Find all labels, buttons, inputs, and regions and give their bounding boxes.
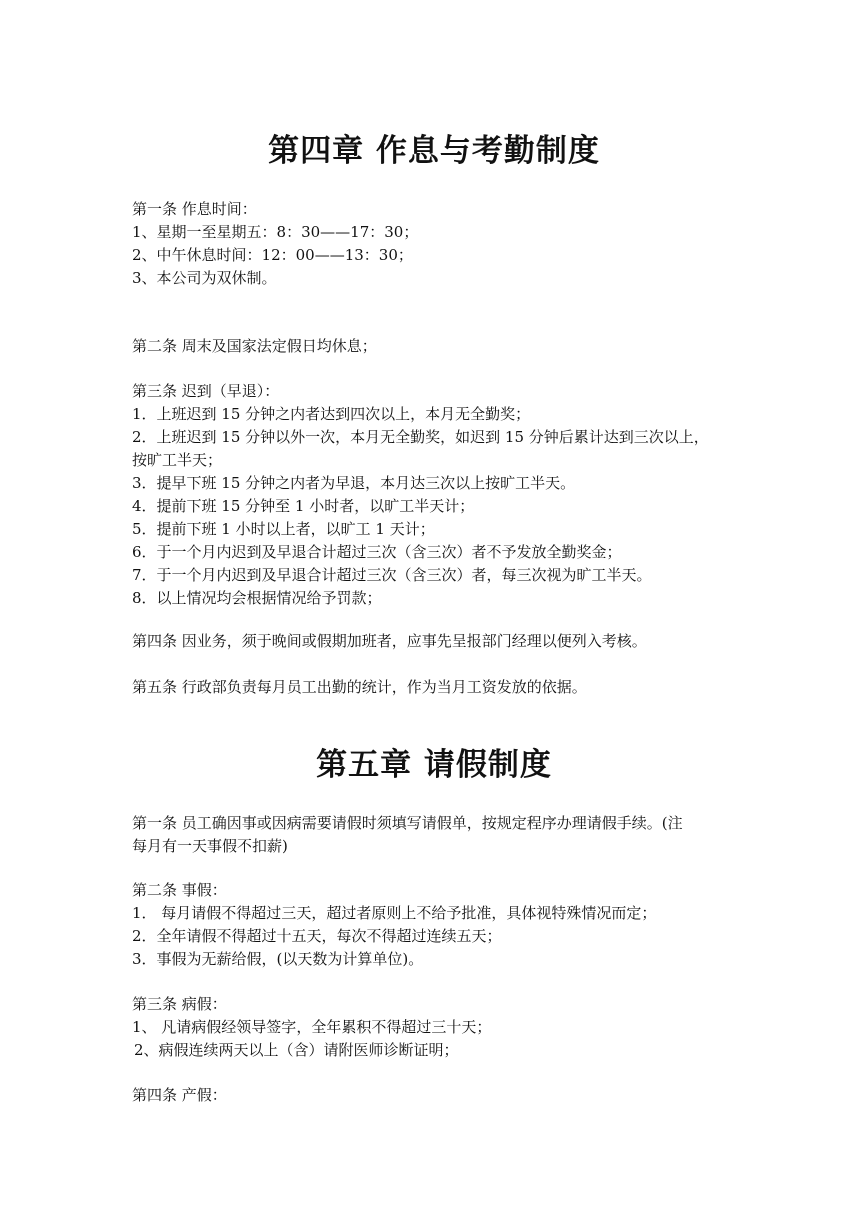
ch4-article-3-item: 6．于一个月内迟到及早退合计超过三次（含三次）者不予发放全勤奖金； (132, 543, 622, 561)
ch4-article-2: 第二条 周末及国家法定假日均休息； (132, 337, 377, 355)
ch4-article-1-heading: 第一条 作息时间： (132, 200, 257, 218)
ch4-article-3-item: 1．上班迟到 15 分钟之内者达到四次以上，本月无全勤奖； (132, 405, 531, 423)
ch5-article-2-item: 2．全年请假不得超过十五天，每次不得超过连续五天； (132, 927, 502, 945)
ch5-article-2-item: 1． 每月请假不得超过三天，超过者原则上不给予批准，具体视特殊情况而定； (132, 904, 657, 922)
ch4-article-1-item: 2、中午休息时间：12：00——13：30； (132, 246, 413, 264)
ch4-article-3-item: 3．提早下班 15 分钟之内者为早退，本月达三次以上按旷工半天。 (132, 474, 576, 492)
ch4-article-1-item: 3、本公司为双休制。 (132, 269, 277, 287)
ch4-article-3-item: 5．提前下班 1 小时以上者，以旷工 1 天计； (132, 520, 435, 538)
ch4-article-3-item: 8．以上情况均会根据情况给予罚款； (132, 589, 382, 607)
ch5-article-2-item: 3．事假为无薪给假，(以天数为计算单位)。 (132, 950, 424, 968)
ch4-article-5: 第五条 行政部负责每月员工出勤的统计，作为当月工资发放的依据。 (132, 678, 587, 696)
ch4-article-3-item: 4．提前下班 15 分钟至 1 小时者，以旷工半天计； (132, 497, 475, 515)
ch4-article-3-item: 7．于一个月内迟到及早退合计超过三次（含三次）者，每三次视为旷工半天。 (132, 566, 652, 584)
ch5-article-1-line: 第一条 员工确因事或因病需要请假时须填写请假单，按规定程序办理请假手续。(注 (132, 814, 683, 832)
ch4-article-3-item: 2．上班迟到 15 分钟以外一次，本月无全勤奖，如迟到 15 分钟后累计达到三次以上， (132, 428, 709, 446)
ch4-article-4: 第四条 因业务，须于晚间或假期加班者，应事先呈报部门经理以便列入考核。 (132, 632, 647, 650)
chapter-4-title: 第四章 作息与考勤制度 (268, 133, 600, 169)
ch5-article-3-item: 1、 凡请病假经领导签字，全年累积不得超过三十天； (132, 1018, 492, 1036)
ch5-article-1-line: 每月有一天事假不扣薪) (132, 837, 288, 855)
ch5-article-3-heading: 第三条 病假： (132, 995, 227, 1013)
ch4-article-3-item: 按旷工半天； (132, 451, 223, 469)
chapter-5-title: 第五章 请假制度 (316, 747, 552, 783)
ch5-article-2-heading: 第二条 事假： (132, 881, 227, 899)
ch5-article-3-item: 2、病假连续两天以上（含）请附医师诊断证明； (134, 1041, 459, 1059)
ch4-article-3-heading: 第三条 迟到（早退）： (132, 382, 280, 400)
ch4-article-1-item: 1、星期一至星期五：8：30——17：30； (132, 223, 419, 241)
ch5-article-4-heading: 第四条 产假： (132, 1086, 227, 1104)
